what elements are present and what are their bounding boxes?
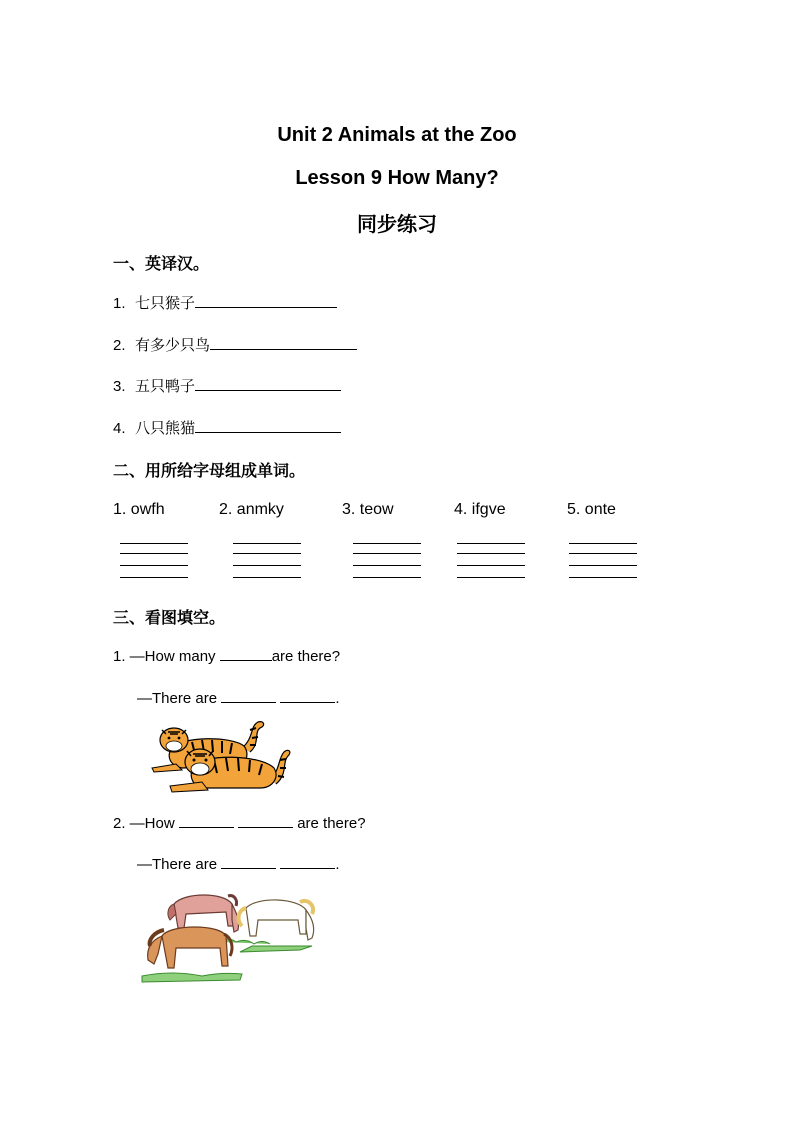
scrambled-word: 4. ifgve <box>454 501 506 518</box>
answer-blank[interactable] <box>221 854 276 869</box>
section1-heading: 一、英译汉。 <box>113 256 210 273</box>
answer-blank[interactable] <box>195 418 341 433</box>
answer-blank[interactable] <box>210 335 357 350</box>
grid-line <box>353 577 421 578</box>
item-text: 五只鸭子 <box>135 378 196 395</box>
section1-item <box>113 375 341 396</box>
grid-line <box>569 553 637 554</box>
grid-line <box>120 553 188 554</box>
item-number: 4. <box>113 420 126 437</box>
answer-blank[interactable] <box>280 854 335 869</box>
answer-blank[interactable] <box>280 688 335 703</box>
item-number: 3. <box>113 378 126 395</box>
item-text: 有多少只鸟 <box>135 337 211 354</box>
q1-blank[interactable] <box>220 646 272 661</box>
section1-item <box>113 334 357 355</box>
lesson-title: Lesson 9 How Many? <box>295 167 499 189</box>
grid-line <box>569 565 637 566</box>
grid-line <box>233 565 301 566</box>
horses-image <box>140 884 320 984</box>
q2-blank[interactable] <box>179 813 234 828</box>
grid-line <box>233 553 301 554</box>
q1-question <box>113 646 340 665</box>
tigers-image <box>142 718 292 794</box>
grid-line <box>233 577 301 578</box>
item-number: 1. <box>113 295 126 312</box>
section2-heading: 二、用所给字母组成单词。 <box>113 463 306 480</box>
subtitle: 同步练习 <box>357 214 437 236</box>
section1-item <box>113 417 341 438</box>
q2-prefix: 2. —How <box>113 815 175 832</box>
scrambled-word: 1. owfh <box>113 501 165 518</box>
q2-blank[interactable] <box>238 813 293 828</box>
grid-line <box>457 553 525 554</box>
grid-line <box>457 577 525 578</box>
answer-blank[interactable] <box>195 376 341 391</box>
q1-prefix: 1. —How many <box>113 648 216 665</box>
item-text: 七只猴子 <box>135 295 196 312</box>
item-text: 八只熊猫 <box>135 420 196 437</box>
q1-suffix: are there? <box>271 648 341 665</box>
grid-line <box>569 577 637 578</box>
item-number: 2. <box>113 337 126 354</box>
grid-line <box>353 553 421 554</box>
grid-line <box>353 543 421 544</box>
unit-title: Unit 2 Animals at the Zoo <box>277 124 517 146</box>
grid-line <box>120 565 188 566</box>
scrambled-word: 5. onte <box>567 501 616 518</box>
q2-suffix: are there? <box>297 815 366 832</box>
grid-line <box>569 543 637 544</box>
q1-answer: —There are . <box>137 690 340 707</box>
q2-answer: —There are . <box>137 856 340 873</box>
answer-blank[interactable] <box>195 293 337 308</box>
answer-blank[interactable] <box>221 688 276 703</box>
scrambled-word: 3. teow <box>342 501 394 518</box>
scrambled-word: 2. anmky <box>219 501 284 518</box>
q1-answer-prefix: —There are <box>137 690 218 707</box>
section1-item <box>113 292 337 313</box>
q2-answer-prefix: —There are <box>137 856 218 873</box>
grid-line <box>120 543 188 544</box>
grid-line <box>353 565 421 566</box>
grid-line <box>233 543 301 544</box>
section3-heading: 三、看图填空。 <box>113 610 226 627</box>
q2-question <box>113 813 366 832</box>
grid-line <box>120 577 188 578</box>
grid-line <box>457 565 525 566</box>
grid-line <box>457 543 525 544</box>
